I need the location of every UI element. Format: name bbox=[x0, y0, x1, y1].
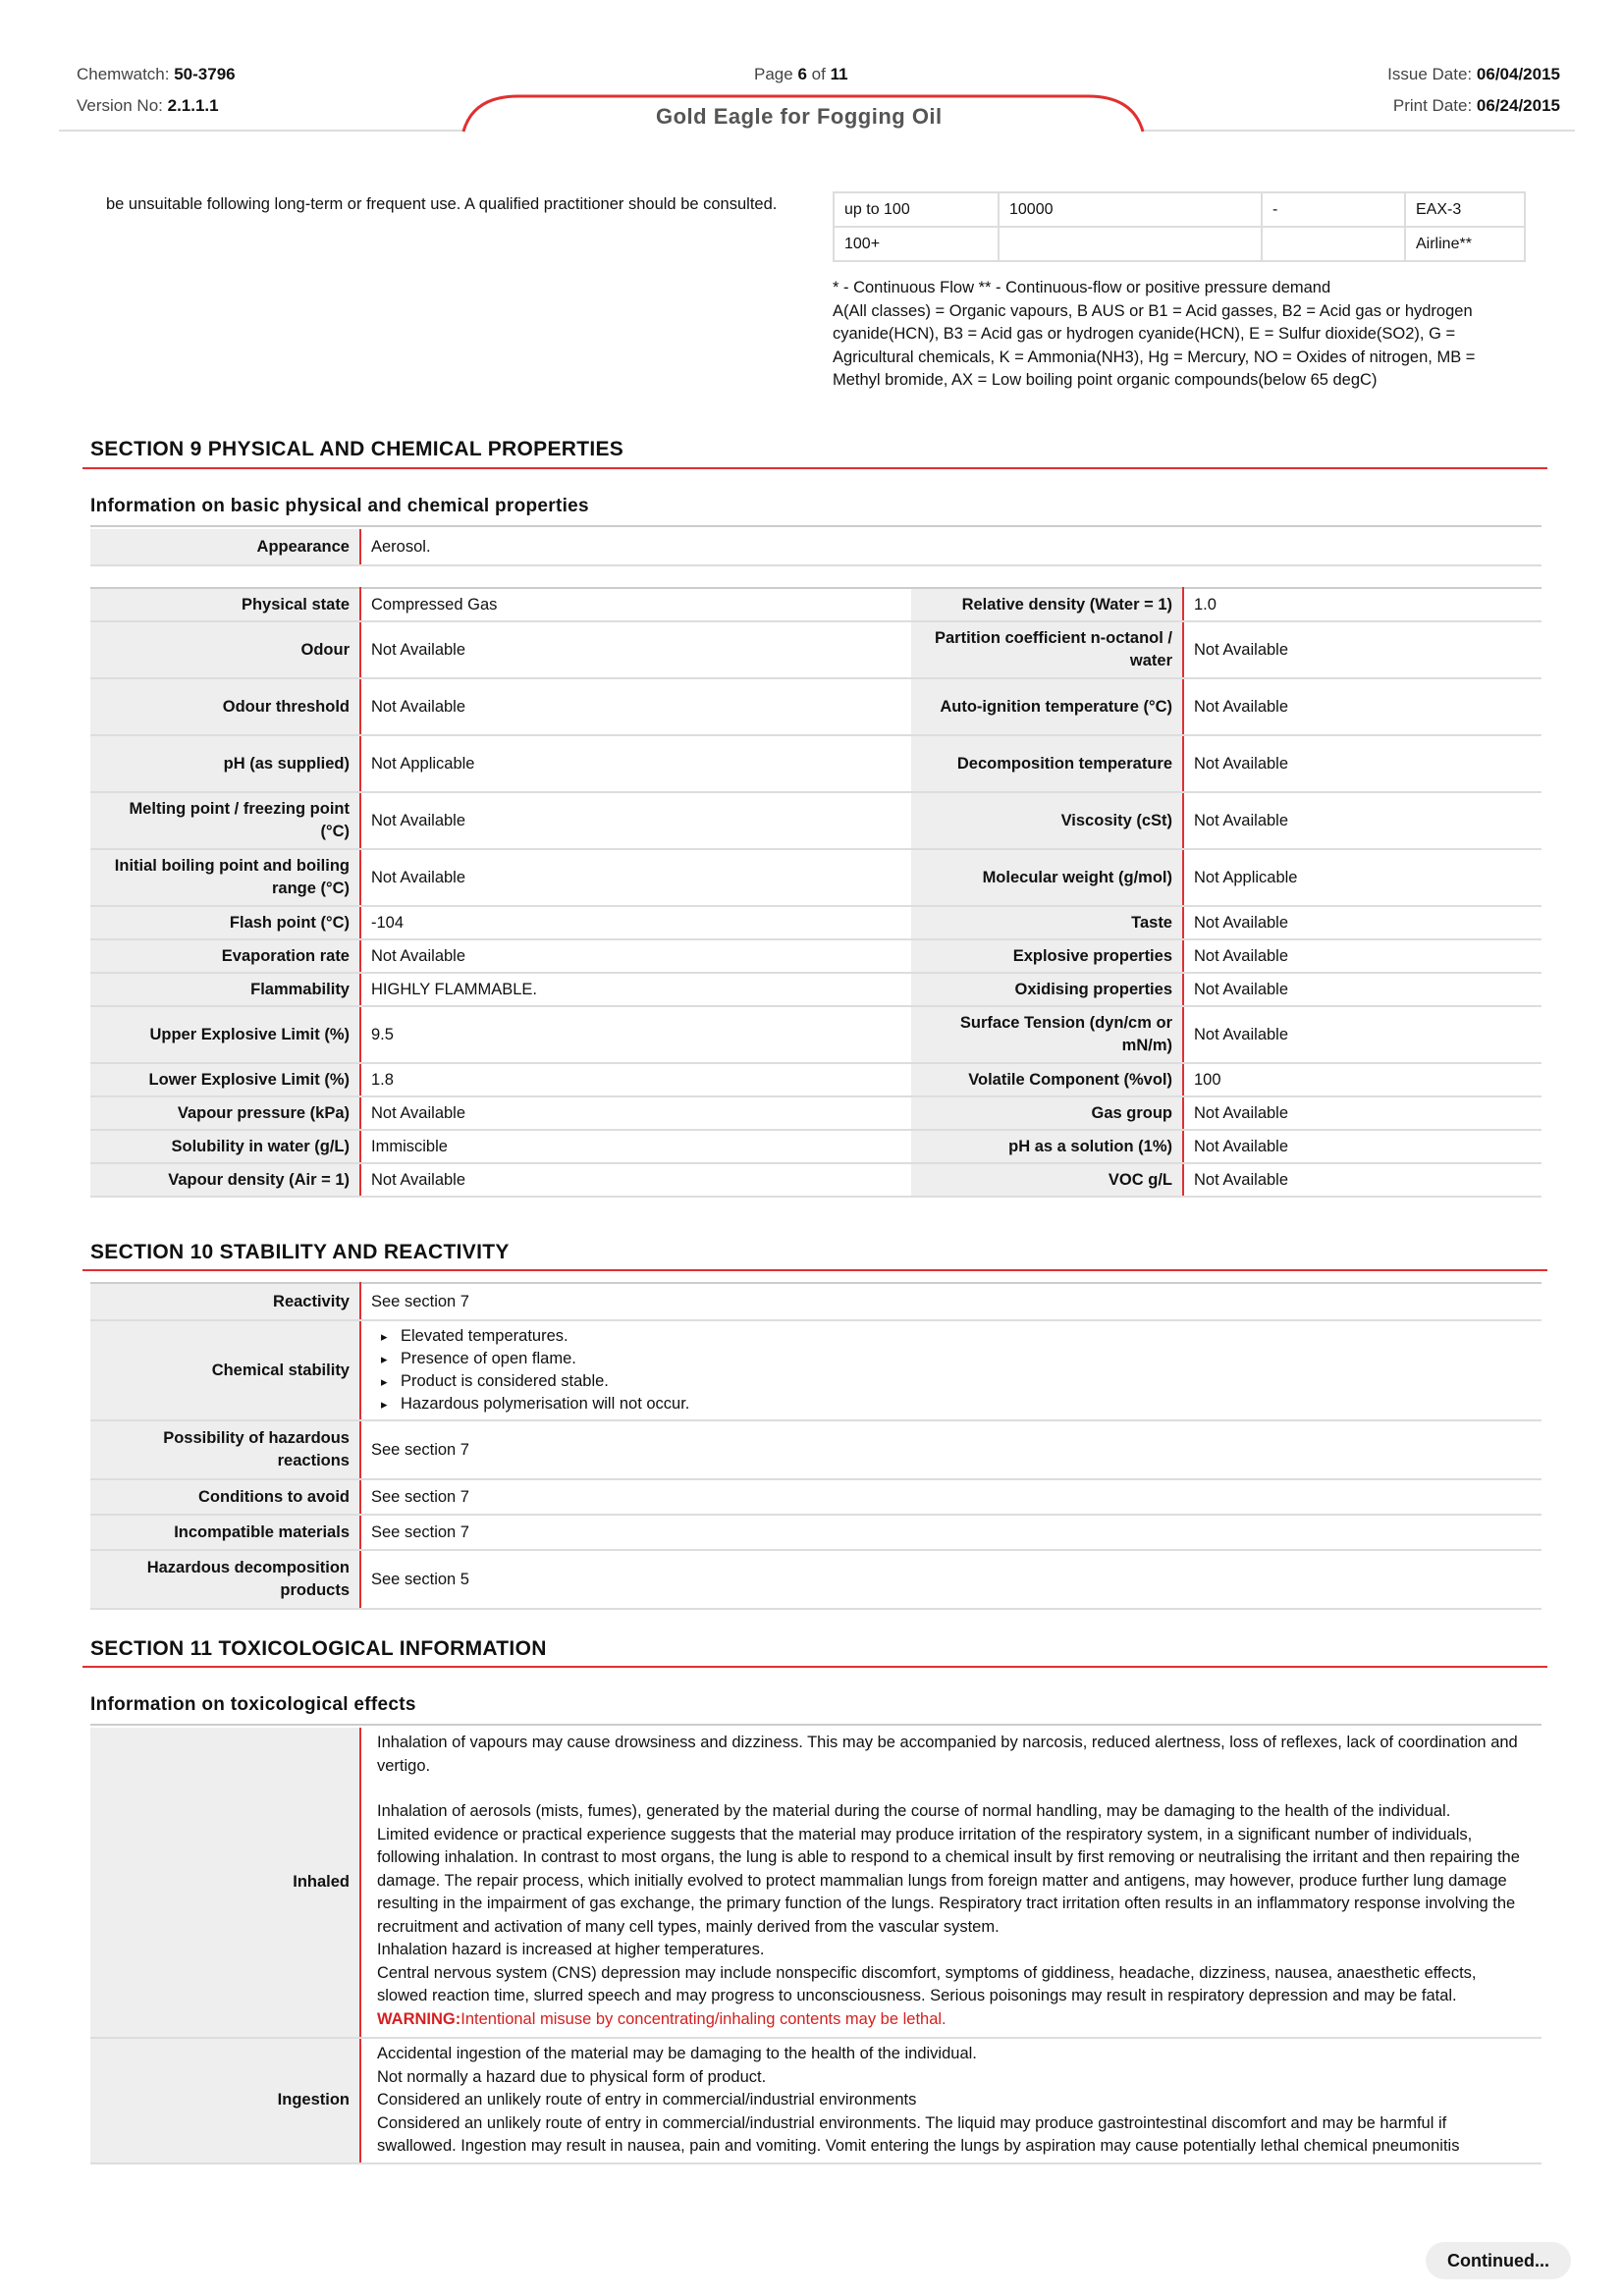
section-11-subtitle: Information on toxicological effects bbox=[90, 1694, 416, 1715]
property-value: Not Available bbox=[1183, 1130, 1542, 1163]
document-title: Gold Eagle for Fogging Oil bbox=[656, 104, 943, 129]
appearance-table bbox=[90, 529, 1542, 566]
property-label: Surface Tension (dyn/cm or mN/m) bbox=[911, 1006, 1183, 1063]
subtitle-rule bbox=[90, 1724, 1542, 1726]
property-value: Not Available bbox=[360, 621, 911, 678]
property-label: Vapour density (Air = 1) bbox=[90, 1163, 360, 1197]
warning-text: WARNING:Intentional misuse by concentrating/inhaling contents may be lethal. bbox=[377, 2009, 947, 2028]
section-10-title: SECTION 10 STABILITY AND REACTIVITY bbox=[90, 1241, 510, 1263]
table-row bbox=[90, 621, 1542, 678]
property-label: Melting point / freezing point (°C) bbox=[90, 792, 360, 849]
chemwatch-id: Chemwatch: 50-3796 bbox=[77, 65, 236, 83]
version-number: Version No: 2.1.1.1 bbox=[77, 96, 219, 115]
table-row bbox=[90, 678, 1542, 735]
property-value: Not Available bbox=[1183, 621, 1542, 678]
table-row: Appearance Aerosol. bbox=[90, 529, 1542, 565]
property-value: Not Applicable bbox=[1183, 849, 1542, 906]
property-label: VOC g/L bbox=[911, 1163, 1183, 1197]
list-item: ▸ Presence of open flame. bbox=[401, 1348, 1532, 1370]
property-label: Viscosity (cSt) bbox=[911, 792, 1183, 849]
subtitle-rule bbox=[90, 525, 1542, 527]
property-value: Immiscible bbox=[360, 1130, 911, 1163]
respirator-notes: * - Continuous Flow ** - Continuous-flow or positive pressure demand A(All classes) = Organic vapours, B AUS or B1 = Acid gasses, B2 = Acid gas or hydrogen cyanide(HCN), B3 = Acid gas or hydrogen cyanide(HCN), E = Sulfur dioxide(SO2), G = Agricultural chemicals, K = Ammonia(NH3), Hg = Mercury, NO = Oxides of nitrogen, MB = Methyl bromide, AX = Low boiling point organic compounds(below 65 degC) bbox=[833, 279, 1476, 389]
table-row bbox=[90, 735, 1542, 792]
property-value: Not Available bbox=[1183, 678, 1542, 735]
table-row bbox=[90, 1006, 1542, 1063]
table-row: Conditions to avoid See section 7 bbox=[90, 1479, 1542, 1515]
table-row: Inhaled Inhalation of vapours may cause drowsiness and dizziness. This may be accompanied by narcosis, reduced alertness, loss of reflexes, lack of coordination and vertigo. Inhalation of aerosols (mists, fumes), generated by the material during the course of normal handling, may be damaging to the health of the individual. Limited evidence or practical experience suggests that the material may produce irritation of the respiratory system, in a significant number of individuals, following inhalation. In contrast to most organs, the lung is able to respond to a chemical insult by first removing or neutralising the irritant and then repairing the damage. The repair process, which initially evolved to protect mammalian lungs from foreign matter and antigens, may however, produce further lung damage resulting in the impairment of gas exchange, the primary function of the lungs. Respiratory tract irritation often results in an inflammatory response involving the recruitment and activation of many cell types, mainly derived from the vascular system. Inhalation hazard is increased at higher temperatures. Central nervous system (CNS) depression may include nonspecific discomfort, symptoms of giddiness, headache, dizziness, nausea, anaesthetic effects, slowed reaction time, slurred speech and may progress to unconsciousness. Serious poisonings may result in respiratory depression and may be fatal. WARNING:Intentional misuse by concentrating/inhaling contents may be lethal. bbox=[90, 1728, 1542, 2038]
section-10-rule bbox=[82, 1269, 1547, 1271]
property-label: Initial boiling point and boiling range (°C) bbox=[90, 849, 360, 906]
list-item: ▸ Hazardous polymerisation will not occur. bbox=[401, 1393, 1532, 1415]
table-row bbox=[90, 939, 1542, 973]
property-label: Upper Explosive Limit (%) bbox=[90, 1006, 360, 1063]
print-date: Print Date: 06/24/2015 bbox=[1392, 96, 1560, 115]
property-value: HIGHLY FLAMMABLE. bbox=[360, 973, 911, 1006]
property-label: Relative density (Water = 1) bbox=[911, 588, 1183, 621]
list-item: ▸ Product is considered stable. bbox=[401, 1370, 1532, 1393]
property-value: Not Available bbox=[1183, 973, 1542, 1006]
issue-date: Issue Date: 06/04/2015 bbox=[1387, 65, 1560, 83]
list-item: ▸ Elevated temperatures. bbox=[401, 1325, 1532, 1348]
property-value: Not Available bbox=[360, 939, 911, 973]
table-row: Ingestion Accidental ingestion of the material may be damaging to the health of the individual. Not normally a hazard due to physical form of product. Considered an unlikely route of entry in commercial/industrial environments Considered an unlikely route of entry in commercial/industrial environments. The liquid may produce gastrointestinal discomfort and may be harmful if swallowed. Ingestion may result in nausea, pain and vomiting. Vomit entering the lungs by aspiration may cause potentially lethal chemical pneumonitis bbox=[90, 2038, 1542, 2163]
property-value: Not Available bbox=[360, 678, 911, 735]
property-label: Lower Explosive Limit (%) bbox=[90, 1063, 360, 1096]
property-label: Explosive properties bbox=[911, 939, 1183, 973]
stability-table bbox=[90, 1282, 1542, 1610]
property-label: Odour threshold bbox=[90, 678, 360, 735]
property-value: Not Available bbox=[360, 1096, 911, 1130]
property-label: Oxidising properties bbox=[911, 973, 1183, 1006]
section-9-title: SECTION 9 PHYSICAL AND CHEMICAL PROPERTIES bbox=[90, 438, 624, 460]
table-row bbox=[90, 849, 1542, 906]
property-label: pH as a solution (1%) bbox=[911, 1130, 1183, 1163]
header-rule-right bbox=[1143, 130, 1575, 132]
table-row: up to 100 10000 - EAX-3 bbox=[834, 192, 1525, 227]
property-value: 1.8 bbox=[360, 1063, 911, 1096]
property-label: Flash point (°C) bbox=[90, 906, 360, 939]
section-9-subtitle: Information on basic physical and chemical properties bbox=[90, 496, 589, 516]
property-label: pH (as supplied) bbox=[90, 735, 360, 792]
property-label: Solubility in water (g/L) bbox=[90, 1130, 360, 1163]
table-row: Chemical stability ▸ Elevated temperatures. ▸ Presence of open flame. ▸ Product is considered stable. ▸ Hazardous polymerisation will not occur. bbox=[90, 1320, 1542, 1420]
table-row bbox=[90, 1163, 1542, 1197]
table-row bbox=[90, 1096, 1542, 1130]
toxicology-table bbox=[90, 1728, 1542, 2164]
property-value: Not Available bbox=[360, 1163, 911, 1197]
property-value: Compressed Gas bbox=[360, 588, 911, 621]
page-number: Page 6 of 11 bbox=[754, 65, 848, 83]
header-rule-left bbox=[59, 130, 465, 132]
table-row bbox=[90, 792, 1542, 849]
property-label: Flammability bbox=[90, 973, 360, 1006]
property-label: Decomposition temperature bbox=[911, 735, 1183, 792]
property-value: Not Available bbox=[1183, 792, 1542, 849]
table-row bbox=[90, 906, 1542, 939]
table-row bbox=[90, 973, 1542, 1006]
property-value: 1.0 bbox=[1183, 588, 1542, 621]
section-9-rule bbox=[82, 467, 1547, 469]
property-label: Partition coefficient n-octanol / water bbox=[911, 621, 1183, 678]
property-label: Vapour pressure (kPa) bbox=[90, 1096, 360, 1130]
property-value: Not Available bbox=[360, 792, 911, 849]
table-row: Hazardous decomposition products See section 5 bbox=[90, 1550, 1542, 1609]
property-label: Molecular weight (g/mol) bbox=[911, 849, 1183, 906]
property-label: Evaporation rate bbox=[90, 939, 360, 973]
property-value: -104 bbox=[360, 906, 911, 939]
property-value: Not Available bbox=[1183, 906, 1542, 939]
property-label: Odour bbox=[90, 621, 360, 678]
table-row: Possibility of hazardous reactions See section 7 bbox=[90, 1420, 1542, 1479]
intro-text: be unsuitable following long-term or frequent use. A qualified practitioner should be consulted. bbox=[106, 195, 778, 213]
property-value: Not Available bbox=[360, 849, 911, 906]
section-11-title: SECTION 11 TOXICOLOGICAL INFORMATION bbox=[90, 1637, 547, 1660]
property-label: Gas group bbox=[911, 1096, 1183, 1130]
table-row: Reactivity See section 7 bbox=[90, 1283, 1542, 1320]
property-value: Not Available bbox=[1183, 939, 1542, 973]
property-label: Taste bbox=[911, 906, 1183, 939]
stability-list bbox=[371, 1325, 1532, 1415]
property-value: Not Available bbox=[1183, 1096, 1542, 1130]
table-row bbox=[90, 1063, 1542, 1096]
table-row: 100+ Airline** bbox=[834, 227, 1525, 261]
table-row: Incompatible materials See section 7 bbox=[90, 1515, 1542, 1550]
section-11-rule bbox=[82, 1666, 1547, 1668]
property-value: Not Available bbox=[1183, 735, 1542, 792]
property-value: 9.5 bbox=[360, 1006, 911, 1063]
table-row bbox=[90, 588, 1542, 621]
continued-badge: Continued... bbox=[1426, 2242, 1571, 2279]
property-value: Not Available bbox=[1183, 1006, 1542, 1063]
properties-table bbox=[90, 587, 1542, 1198]
table-row bbox=[90, 1130, 1542, 1163]
respirator-table bbox=[833, 191, 1526, 262]
property-value: Not Available bbox=[1183, 1163, 1542, 1197]
property-value: 100 bbox=[1183, 1063, 1542, 1096]
property-label: Volatile Component (%vol) bbox=[911, 1063, 1183, 1096]
property-value: Not Applicable bbox=[360, 735, 911, 792]
property-label: Physical state bbox=[90, 588, 360, 621]
property-label: Auto-ignition temperature (°C) bbox=[911, 678, 1183, 735]
